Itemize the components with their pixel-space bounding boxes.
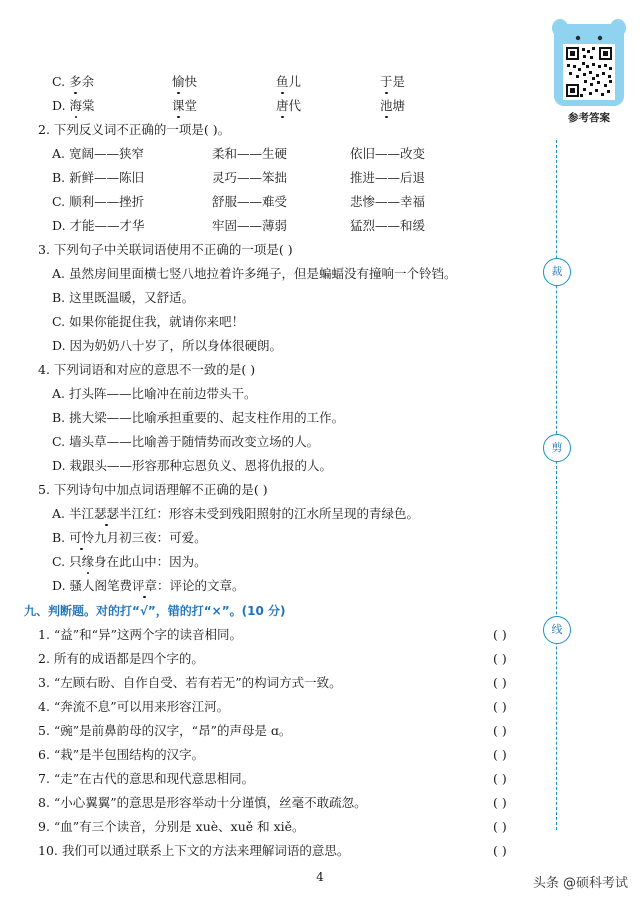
q5-b-dotted: 可怜: [69, 530, 95, 545]
q4-stem: 4. 下列词语和对应的意思不一致的是( ): [38, 362, 256, 377]
dotted-char: 愉: [172, 74, 185, 89]
section-9-title: 九、判断题。对的打“√”，错的打“×”。(10 分): [24, 604, 286, 618]
q5-a-post: 半江红：形容未受到残阳照射的江水所呈现的青绿色。: [119, 506, 420, 521]
dotted-char: 池: [380, 98, 393, 113]
cut-mark-3: 线: [543, 616, 571, 644]
dotted-char: 鱼: [276, 74, 289, 89]
judge-item-4: 4. “奔流不息”可以用来形容江河。: [38, 699, 230, 714]
answer-blank-7[interactable]: ( ): [493, 771, 507, 786]
q2-d-2: 牢固——薄弱: [212, 218, 288, 233]
q5-b-pre: B.: [52, 530, 70, 545]
answer-qr-panel[interactable]: [552, 18, 626, 128]
q5-option-c: [52, 554, 207, 570]
qr-code-icon[interactable]: [552, 18, 626, 106]
cut-mark-2: 剪: [543, 434, 571, 462]
q1-d-item-1: 课堂: [172, 98, 198, 113]
answer-blank-1[interactable]: ( ): [493, 627, 507, 642]
judge-item-9: 9. “血”有三个读音，分别是 xuè、xuě 和 xiě。: [38, 819, 305, 834]
q2-c-3: 悲惨——幸福: [350, 194, 426, 209]
q1-c-item-1: 愉快: [172, 74, 198, 89]
q1-d-item-3: 池塘: [380, 98, 406, 113]
answer-blank-3[interactable]: ( ): [493, 675, 507, 690]
q3-option-c: C. 如果你能捉住我，就请你来吧！: [52, 314, 245, 329]
q5-d-dotted: 评章: [132, 578, 158, 593]
q5-d-pre: D. 骚人阁笔费: [52, 578, 133, 593]
judge-item-10: 10. 我们可以通过联系上下文的方法来理解词语的意思。: [38, 843, 350, 858]
judge-item-8: 8. “小心翼翼”的意思是形容举动十分谨慎，丝毫不敢疏忽。: [38, 795, 367, 810]
answer-blank-4[interactable]: ( ): [493, 699, 507, 714]
q5-c-post: 身在此山中：因为。: [94, 554, 207, 569]
judge-item-5: 5. “豌”是前鼻韵母的汉字，“昂”的声母是 ɑ。: [38, 723, 292, 738]
q2-stem: 2. 下列反义词不正确的一项是( )。: [38, 122, 231, 137]
page-number: 4: [316, 870, 324, 884]
q1-c-item-2: 鱼儿: [276, 74, 302, 89]
answer-blank-8[interactable]: ( ): [493, 795, 507, 810]
q4-option-b: B. 挑大梁——比喻承担重要的、起支柱作用的工作。: [52, 410, 345, 425]
q3-option-a: A. 虽然房间里面横七竖八地拉着许多绳子，但是蝙蝠没有撞响一个铃铛。: [52, 266, 457, 281]
q3-option-d: D. 因为奶奶八十岁了，所以身体很硬朗。: [52, 338, 283, 353]
q1-d-label: D. 海棠: [52, 98, 95, 113]
watermark: 头条 @硕科考试: [532, 876, 628, 891]
q2-d-1: D. 才能——才华: [52, 218, 145, 233]
answer-blank-2[interactable]: ( ): [493, 651, 507, 666]
answer-blank-6[interactable]: ( ): [493, 747, 507, 762]
answer-blank-10[interactable]: ( ): [493, 843, 507, 858]
q5-a-pre: A. 半江: [52, 506, 94, 521]
q5-d-post: ：评论的文章。: [157, 578, 245, 593]
answer-label: 参考答案: [568, 112, 610, 124]
cut-line: [556, 140, 557, 830]
q2-b-2: 灵巧——笨拙: [212, 170, 288, 185]
dotted-char: 于: [380, 74, 393, 89]
q5-option-d: [52, 578, 245, 594]
q3-stem: 3. 下列句子中关联词语使用不正确的一项是( ): [38, 242, 293, 257]
q2-a-2: 柔和——生硬: [212, 146, 288, 161]
judge-item-6: 6. “栽”是半包围结构的汉字。: [38, 747, 205, 762]
q2-a-1: A. 宽阔——狭窄: [52, 146, 144, 161]
dotted-char: 多: [69, 74, 82, 89]
q4-option-c: C. 墙头草——比喻善于随情势而改变立场的人。: [52, 434, 320, 449]
q4-option-a: A. 打头阵——比喻冲在前边带头干。: [52, 386, 257, 401]
dotted-char: 海: [69, 98, 83, 113]
q2-a-3: 依旧——改变: [350, 146, 426, 161]
q2-d-3: 猛烈——和缓: [350, 218, 426, 233]
q5-stem: 5. 下列诗句中加点词语理解不正确的是( ): [38, 482, 268, 497]
q5-option-a: [52, 506, 419, 522]
q5-c-dotted: 缘: [81, 554, 95, 569]
q2-b-1: B. 新鲜——陈旧: [52, 170, 145, 185]
judge-item-2: 2. 所有的成语都是四个字的。: [38, 651, 204, 666]
cut-mark-1: 裁: [543, 258, 571, 286]
q1-c-item-3: 于是: [380, 74, 406, 89]
dotted-char: 唐: [276, 98, 289, 113]
judge-item-7: 7. “走”在古代的意思和现代意思相同。: [38, 771, 255, 786]
q5-a-dotted: 瑟瑟: [93, 506, 119, 521]
judge-item-3: 3. “左顾右盼、自作自受、若有若无”的构词方式一致。: [38, 675, 342, 690]
judge-item-1: 1. “益”和“异”这两个字的读音相同。: [38, 627, 242, 642]
answer-blank-9[interactable]: ( ): [493, 819, 507, 834]
q2-b-3: 推进——后退: [350, 170, 426, 185]
q5-b-post: 九月初三夜：可爱。: [94, 530, 207, 545]
q3-option-b: B. 这里既温暖，又舒适。: [52, 290, 195, 305]
q5-option-b: [52, 530, 207, 546]
q4-option-d: D. 栽跟头——形容那种忘恩负义、恩将仇报的人。: [52, 458, 333, 473]
q1-d-item-2: 唐代: [276, 98, 302, 113]
q2-c-2: 舒服——难受: [212, 194, 288, 209]
q1-c-label: C. 多余: [52, 74, 95, 89]
answer-blank-5[interactable]: ( ): [493, 723, 507, 738]
dotted-char: 课: [172, 98, 185, 113]
q2-c-1: C. 顺利——挫折: [52, 194, 145, 209]
q5-c-pre: C. 只: [52, 554, 82, 569]
